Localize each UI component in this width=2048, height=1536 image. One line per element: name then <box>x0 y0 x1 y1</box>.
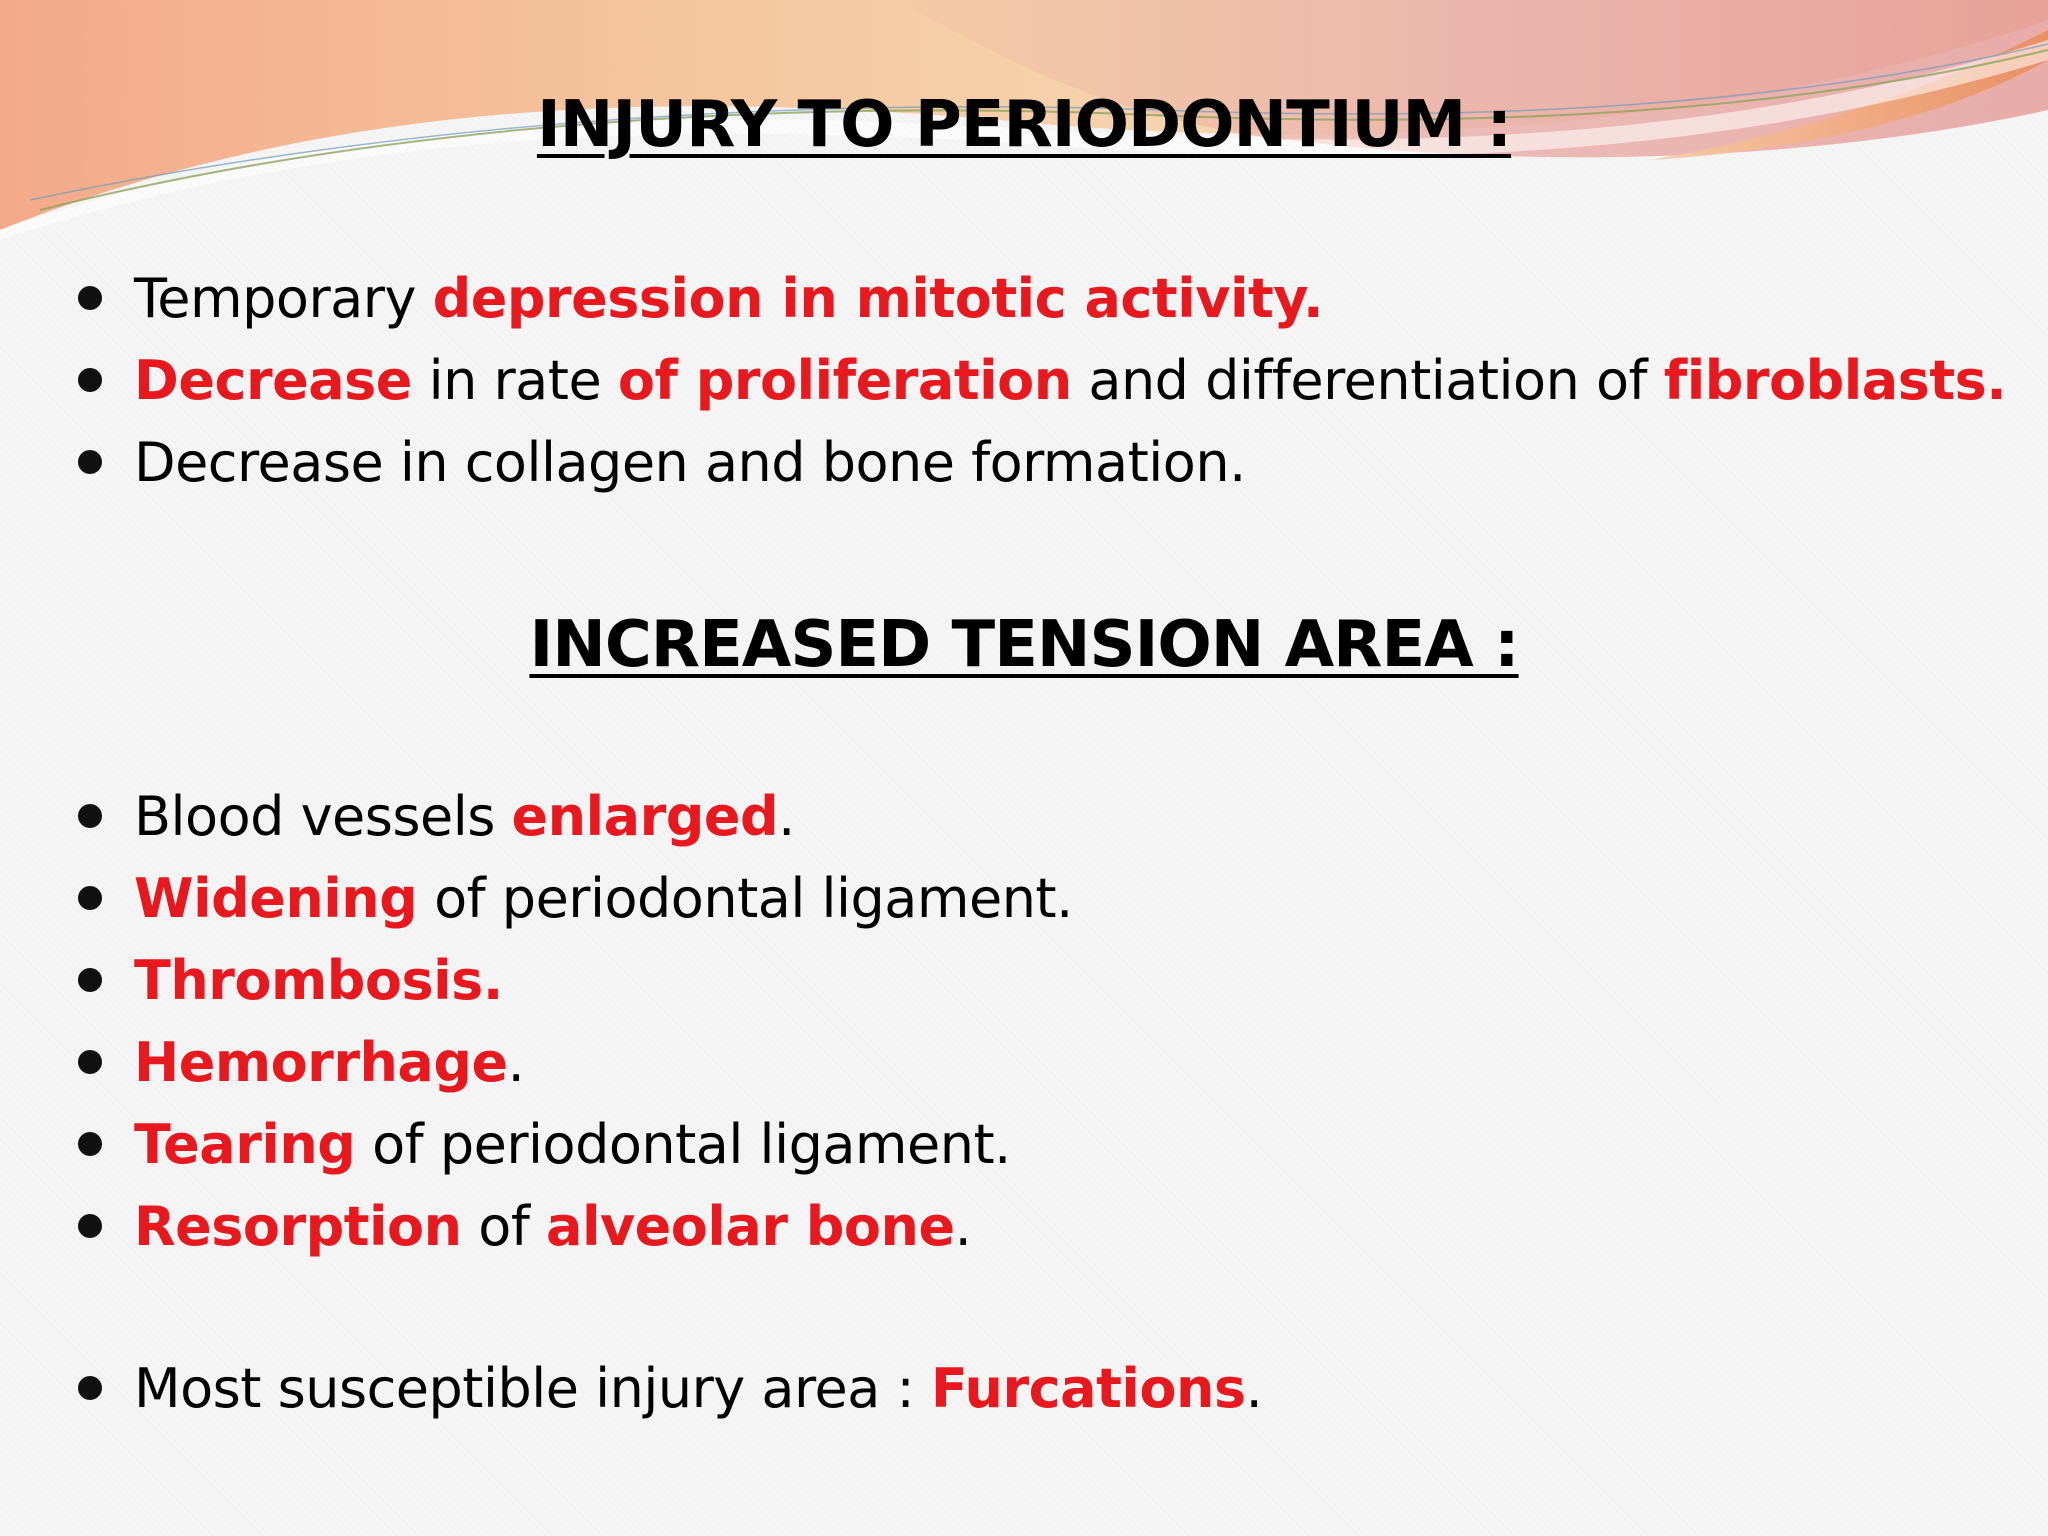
bullet-text: and differentiation of <box>1071 349 1664 412</box>
highlighted-text: Furcations <box>930 1357 1246 1420</box>
bullet-icon <box>78 886 102 910</box>
bullet-icon <box>78 804 102 828</box>
highlighted-text: Decrease <box>134 349 412 412</box>
bullet-text: of <box>461 1195 546 1258</box>
heading-text: INCREASED TENSION AREA : <box>529 608 1519 682</box>
bullet-text: . <box>507 1031 525 1094</box>
highlighted-text: Thrombosis. <box>134 949 503 1012</box>
bullet-list-injury <box>76 258 2016 504</box>
bullet-icon <box>78 1132 102 1156</box>
highlighted-text: fibroblasts. <box>1663 349 2007 412</box>
bullet-icon <box>78 1050 102 1074</box>
highlighted-text: Hemorrhage <box>134 1031 508 1094</box>
bullet-text: . <box>954 1195 972 1258</box>
bullet-item <box>76 258 2016 340</box>
highlighted-text: alveolar bone <box>546 1195 955 1258</box>
bullet-icon <box>78 286 102 310</box>
heading-increased-tension-area <box>0 608 2048 682</box>
highlighted-text: Tearing <box>134 1113 356 1176</box>
bullet-text: Decrease in collagen and bone formation. <box>134 431 1246 494</box>
bullet-text: Blood vessels <box>134 785 512 848</box>
bullet-icon <box>78 368 102 392</box>
bullet-item <box>76 422 2016 504</box>
bullet-icon <box>78 1214 102 1238</box>
bullet-item <box>76 940 2016 1022</box>
bullet-text: of periodontal ligament. <box>355 1113 1011 1176</box>
bullet-item <box>76 1348 2016 1430</box>
highlighted-text: enlarged <box>511 785 779 848</box>
bullet-text: . <box>778 785 795 848</box>
bullet-item <box>76 1104 2016 1186</box>
bullet-item <box>76 1186 2016 1268</box>
highlighted-text: Resorption <box>134 1195 462 1258</box>
highlighted-text: of proliferation <box>617 349 1072 412</box>
bullet-item <box>76 340 2016 422</box>
bullet-text: in rate <box>411 349 618 412</box>
bullet-list-tension <box>76 776 2016 1268</box>
bullet-text: Temporary <box>134 267 433 330</box>
highlighted-text: Widening <box>134 867 418 930</box>
bullet-text: of periodontal ligament. <box>417 867 1073 930</box>
bullet-item <box>76 858 2016 940</box>
bullet-list-susceptible <box>76 1348 2016 1430</box>
heading-text: INJURY TO PERIODONTIUM : <box>536 88 1512 162</box>
highlighted-text: depression in mitotic activity. <box>432 267 1324 330</box>
bullet-icon <box>78 450 102 474</box>
bullet-icon <box>78 968 102 992</box>
bullet-item <box>76 776 2016 858</box>
bullet-text: . <box>1245 1357 1263 1420</box>
bullet-text: Most susceptible injury area : <box>134 1357 931 1420</box>
bullet-item <box>76 1022 2016 1104</box>
heading-injury-to-periodontium <box>0 88 2048 162</box>
bullet-icon <box>78 1376 102 1400</box>
